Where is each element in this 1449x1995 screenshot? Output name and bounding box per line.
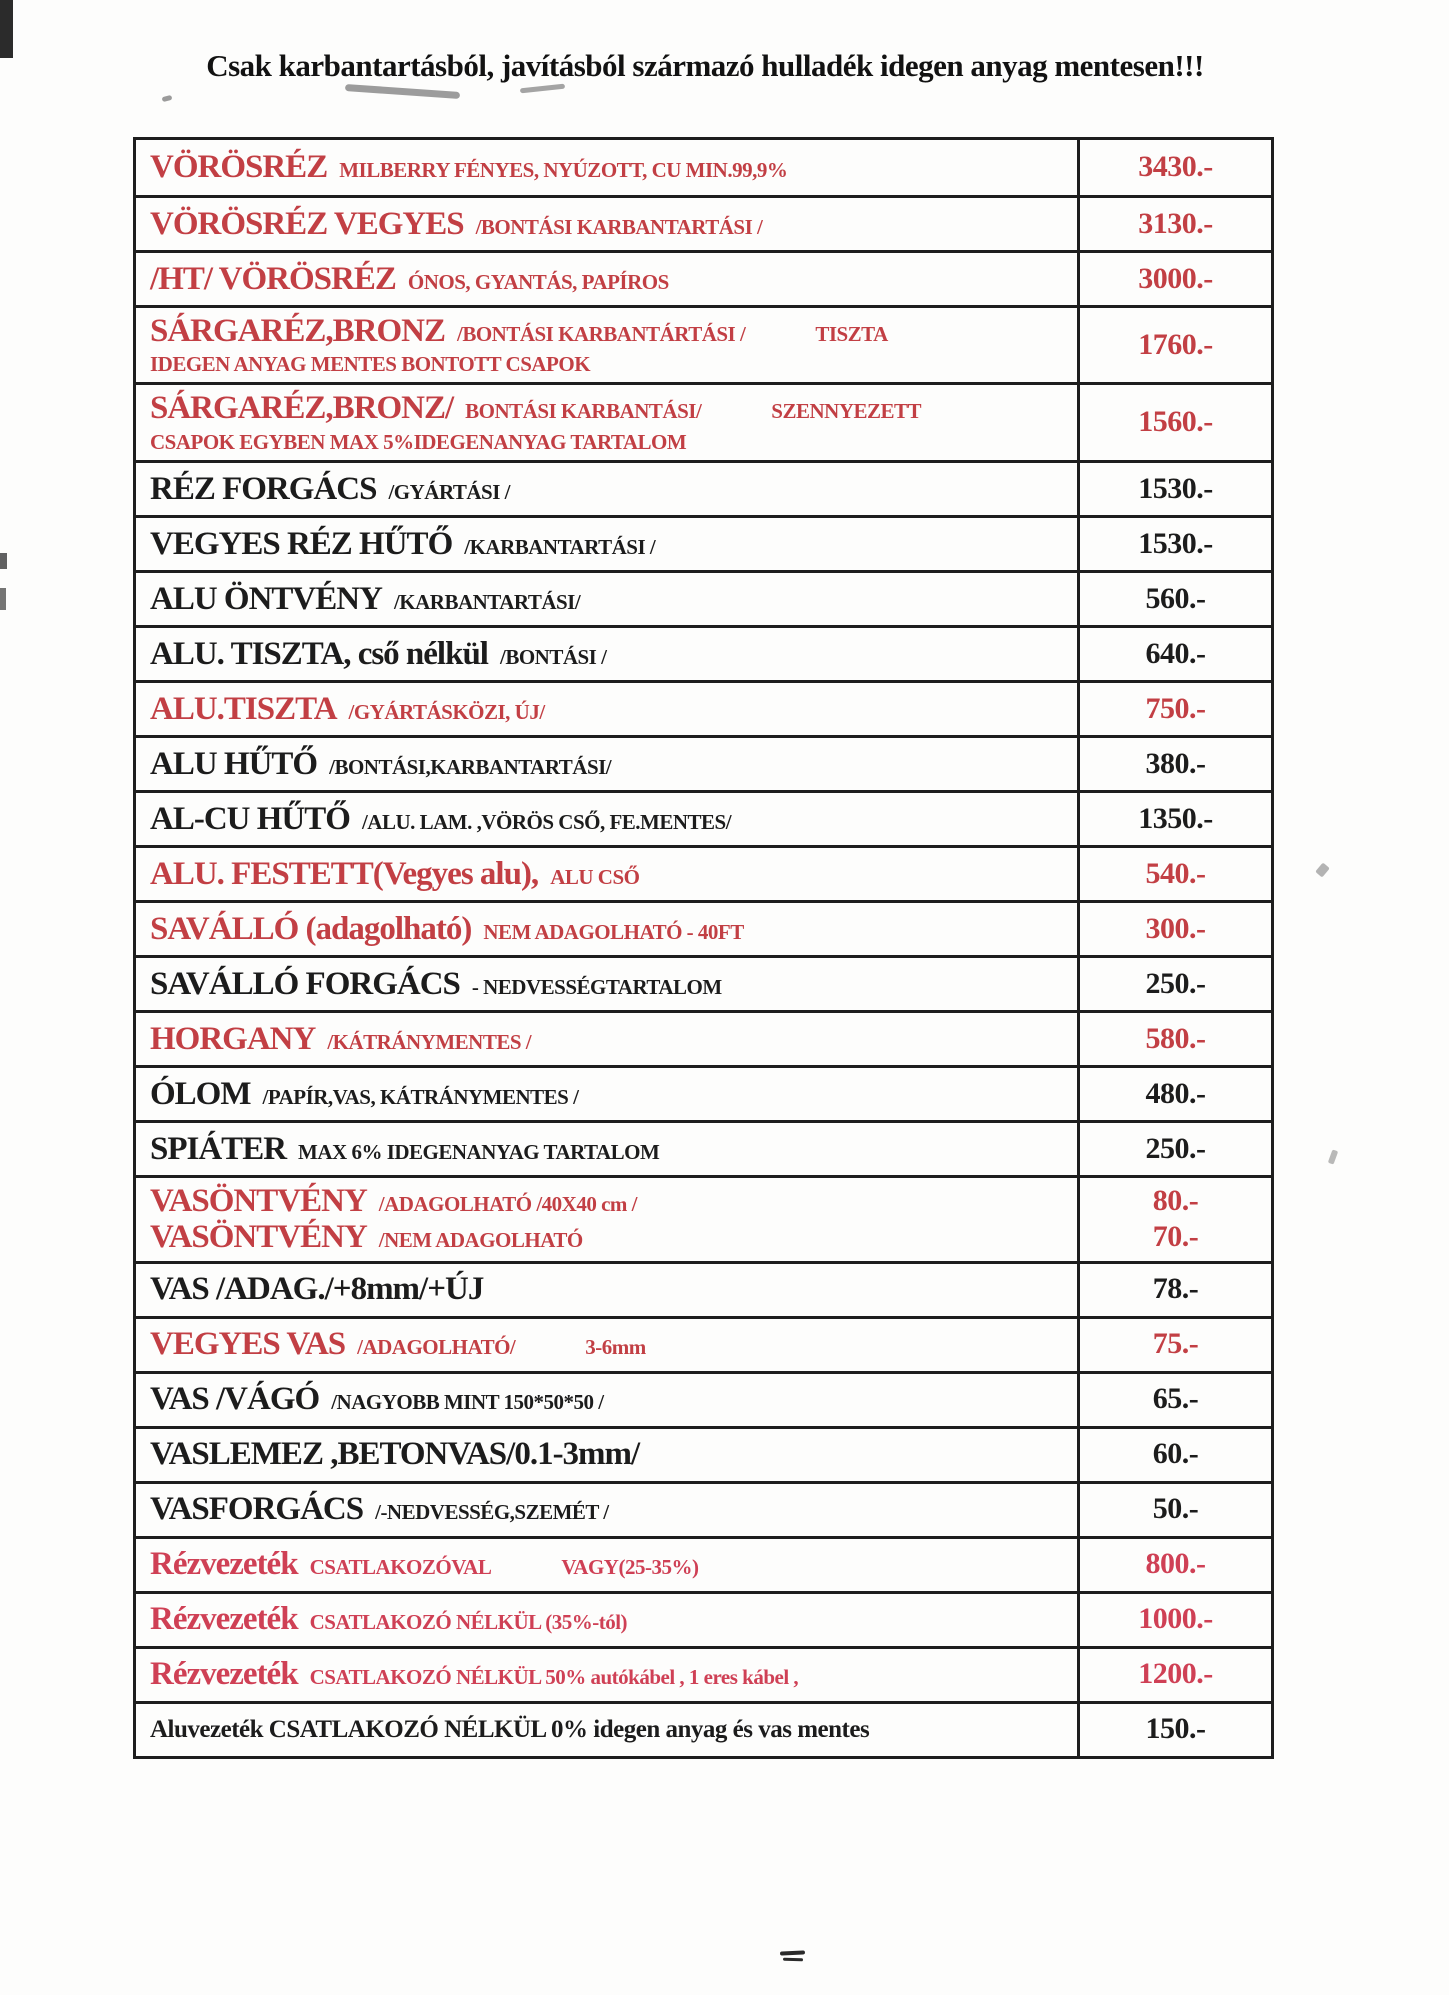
item-name-cell [136,1539,1077,1591]
item-price-cell [1077,1178,1271,1261]
table-row [136,1120,1271,1175]
item-line [150,526,1071,562]
item-line [150,1491,1071,1527]
item-name-cell [136,903,1077,955]
table-row [136,195,1271,250]
item-price: 80.- [1152,1183,1199,1217]
item-main-label: VAS /VÁGÓ [150,1381,320,1418]
item-detail-label: MILBERRY FÉNYES, NYÚZOTT, CU MIN.99,9% [339,158,788,183]
item-line [150,1219,1071,1255]
table-row [136,460,1271,515]
item-price: 480.- [1145,1076,1206,1110]
item-line [150,149,1071,185]
scan-artifact [1315,863,1330,878]
item-main-label: VAS /ADAG./+8mm/+ÚJ [150,1271,484,1308]
item-detail-label: /NAGYOBB MINT 150*50*50 / [331,1390,604,1415]
item-price-cell [1077,738,1271,790]
item-main-label: ALU.TISZTA [150,690,337,727]
scan-artifact [0,588,6,610]
item-name-cell [136,793,1077,845]
item-name-cell [136,1178,1077,1261]
item-tag-label: VAGY(25-35%) [561,1555,699,1580]
item-line [150,1716,1071,1744]
item-detail-label: /KARBANTARTÁSI/ [393,589,581,614]
item-name-cell [136,628,1077,680]
table-row [136,1426,1271,1481]
table-row [136,1646,1271,1701]
item-price: 1560.- [1138,405,1213,439]
item-tag-label: SZENNYEZETT [771,399,922,424]
item-line [150,1601,1071,1637]
item-price-cell [1077,1319,1271,1371]
item-main-label: VÖRÖSRÉZ [150,149,328,186]
item-detail-label: /PAPÍR,VAS, KÁTRÁNYMENTES / [262,1084,579,1109]
item-price: 560.- [1145,581,1206,615]
item-line [150,636,1071,672]
item-line [150,581,1071,617]
table-row [136,1010,1271,1065]
item-line [150,1326,1071,1362]
item-line [150,1436,1071,1472]
item-price-cell [1077,573,1271,625]
table-row [136,790,1271,845]
item-main-label: SAVÁLLÓ (adagolható) [150,910,472,947]
item-name-cell [136,1123,1077,1175]
item-main-label: HORGANY [150,1020,316,1057]
table-row [136,735,1271,790]
item-detail-label: ALU CSŐ [550,864,640,889]
item-main-label: VEGYES VAS [150,1326,346,1363]
item-price: 750.- [1145,691,1206,725]
item-price-cell [1077,1429,1271,1481]
item-name-cell [136,1068,1077,1120]
table-row [136,1261,1271,1316]
item-detail-label: /ADAGOLHATÓ/ [357,1335,516,1360]
item-price: 60.- [1152,1437,1199,1471]
item-detail-label: /-NEDVESSÉG,SZEMÉT / [375,1500,609,1525]
item-tag-label: 3-6mm [585,1335,646,1360]
item-main-label: AL-CU HŰTŐ [150,800,350,837]
item-main-label: Rézvezeték [150,1601,298,1638]
item-main-label: VASÖNTVÉNY [150,1219,367,1256]
item-name-cell [136,738,1077,790]
item-price-cell [1077,1123,1271,1175]
item-price-cell [1077,198,1271,250]
item-price-cell [1077,140,1271,195]
item-price-cell [1077,463,1271,515]
item-line [150,1546,1071,1582]
item-name-cell [136,198,1077,250]
item-price: 3130.- [1138,206,1213,240]
item-main-label: VASFORGÁCS [150,1491,364,1528]
item-line [150,1131,1071,1167]
item-price-cell [1077,903,1271,955]
price-table [133,137,1274,1759]
item-line [150,1076,1071,1112]
table-row [136,1316,1271,1371]
item-detail-label: CSATLAKOZÓ NÉLKÜL (35%-tól) [309,1610,628,1635]
item-main-label: ÓLOM [150,1075,251,1112]
item-detail-label: - NEDVESSÉGTARTALOM [471,974,722,999]
table-row [136,1371,1271,1426]
item-detail-label: BONTÁSI KARBANTÁSI/ [465,399,702,424]
item-price: 75.- [1152,1327,1199,1361]
item-main-label: RÉZ FORGÁCS [150,470,377,507]
item-main-label: ALU HŰTŐ [150,745,318,782]
item-price: 1760.- [1138,327,1213,361]
item-price-cell [1077,1374,1271,1426]
table-row [136,1175,1271,1261]
item-price-cell [1077,518,1271,570]
item-line [150,1021,1071,1057]
item-price: 250.- [1145,966,1206,1000]
item-line [150,390,1071,426]
item-main-label: SÁRGARÉZ,BRONZ [150,313,445,349]
item-price: 65.- [1152,1382,1199,1416]
item-name-cell [136,140,1077,195]
item-detail-label: CSATLAKOZÓ NÉLKÜL 50% autókábel , 1 eres kábel , [309,1665,799,1690]
item-main-label: VÖRÖSRÉZ VEGYES [150,205,464,242]
item-detail-label: /BONTÁSI KARBANTÁRTÁSI / [456,322,746,346]
item-detail-label: /ADAGOLHATÓ /40X40 cm / [378,1191,637,1216]
item-main-label: SPIÁTER [150,1130,287,1167]
item-line [150,1381,1071,1417]
item-main-label: Aluvezeték CSATLAKOZÓ NÉLKÜL 0% idegen anyag és vas mentes [150,1715,870,1743]
item-main-label: SAVÁLLÓ FORGÁCS [150,965,460,1002]
item-main-label: /HT/ VÖRÖSRÉZ [150,260,396,297]
table-row [136,845,1271,900]
item-main-label: VASÖNTVÉNY [150,1182,367,1219]
table-row [136,305,1271,382]
table-row [136,1536,1271,1591]
item-subline-label: IDEGEN ANYAG MENTES BONTOTT CSAPOK [150,352,591,377]
table-row [136,955,1271,1010]
item-main-label: VEGYES RÉZ HŰTŐ [150,525,453,562]
item-line [150,1183,1071,1219]
item-line [150,856,1071,892]
item-detail-label: /GYÁRTÁSKÖZI, ÚJ/ [348,699,545,724]
item-name-cell [136,1649,1077,1701]
item-detail-label: /GYÁRTÁSI / [388,479,510,504]
item-detail-label: /NEM ADAGOLHATÓ [378,1228,583,1253]
item-line [150,691,1071,727]
item-detail-label: /BONTÁSI KARBANTARTÁSI / [475,214,763,239]
item-price-cell [1077,1013,1271,1065]
item-main-label: VASLEMEZ ,BETONVAS/0.1-3mm/ [150,1436,640,1473]
item-price: 1530.- [1138,471,1213,505]
table-row [136,570,1271,625]
item-line [150,206,1071,242]
item-tag-label: TISZTA [815,322,888,346]
scan-artifact [162,95,173,102]
item-price: 250.- [1145,1131,1206,1165]
item-detail-label: /BONTÁSI / [499,644,607,669]
item-line [150,313,1071,349]
item-price-cell [1077,958,1271,1010]
item-name-cell [136,385,1077,459]
scan-artifact [783,1958,803,1962]
item-price-cell [1077,1594,1271,1646]
item-price-cell [1077,793,1271,845]
item-price: 1200.- [1138,1657,1213,1691]
item-detail-label: /KARBANTARTÁSI / [464,534,656,559]
item-main-label: ALU ÖNTVÉNY [150,580,382,617]
item-price-cell [1077,253,1271,305]
item-main-label: Rézvezeték [150,1656,298,1693]
item-price-cell [1077,1068,1271,1120]
item-detail-label: MAX 6% IDEGENANYAG TARTALOM [298,1139,660,1164]
item-name-cell [136,1013,1077,1065]
item-name-cell [136,1704,1077,1756]
item-price-cell [1077,1539,1271,1591]
item-name-cell [136,463,1077,515]
item-price: 3000.- [1138,261,1213,295]
table-row [136,625,1271,680]
table-row [136,900,1271,955]
item-price: 540.- [1145,856,1206,890]
item-main-label: Rézvezeték [150,1546,298,1583]
item-price-cell [1077,1704,1271,1756]
item-line [150,746,1071,782]
item-name-cell [136,1484,1077,1536]
item-name-cell [136,958,1077,1010]
item-name-cell [136,573,1077,625]
item-name-cell [136,1594,1077,1646]
item-detail-label: /ALU. LAM. ,VÖRÖS CSŐ, FE.MENTES/ [361,809,732,834]
item-line [150,1656,1071,1692]
item-price: 150.- [1145,1712,1206,1746]
item-name-cell [136,518,1077,570]
item-name-cell [136,1264,1077,1316]
item-price: 70.- [1152,1220,1199,1254]
item-main-label: SÁRGARÉZ,BRONZ/ [150,390,454,427]
item-price: 580.- [1145,1021,1206,1055]
item-line [150,471,1071,507]
scan-artifact [345,84,460,99]
item-name-cell [136,308,1077,382]
item-price: 78.- [1152,1272,1199,1306]
scan-artifact [780,1950,805,1955]
item-detail-label: /KÁTRÁNYMENTES / [327,1029,532,1054]
item-line [150,261,1071,297]
item-line [150,966,1071,1002]
table-row [136,515,1271,570]
item-name-cell [136,683,1077,735]
item-price-cell [1077,1264,1271,1316]
page-title: Csak karbantartásból, javításból származó hulladék idegen anyag mentesen!!! [206,48,1204,83]
table-row [136,1701,1271,1756]
item-line [150,1271,1071,1307]
item-name-cell [136,1374,1077,1426]
item-detail-label: ÓNOS, GYANTÁS, PAPÍROS [407,269,669,294]
item-price: 640.- [1145,636,1206,670]
item-price: 3430.- [1138,150,1213,184]
item-price: 1530.- [1138,526,1213,560]
item-line [150,801,1071,837]
scan-artifact [0,553,7,569]
item-price-cell [1077,683,1271,735]
scan-artifact [0,0,13,58]
item-name-cell [136,1319,1077,1371]
table-row [136,680,1271,735]
table-row [136,1591,1271,1646]
item-detail-label: CSATLAKOZÓVAL [309,1555,492,1580]
item-line [150,911,1071,947]
item-price-cell [1077,1649,1271,1701]
item-name-cell [136,848,1077,900]
item-name-cell [136,1429,1077,1481]
item-price-cell [1077,848,1271,900]
item-price-cell [1077,385,1271,459]
item-price: 1000.- [1138,1602,1213,1636]
item-detail-label: NEM ADAGOLHATÓ - 40FT [483,919,744,944]
item-price: 800.- [1145,1547,1206,1581]
table-row [136,1065,1271,1120]
item-price: 380.- [1145,746,1206,780]
item-price: 300.- [1145,911,1206,945]
item-subline-label: CSAPOK EGYBEN MAX 5%IDEGENANYAG TARTALOM [150,429,687,454]
table-row [136,1481,1271,1536]
table-row [136,140,1271,195]
scan-artifact [520,84,565,94]
item-main-label: ALU. TISZTA, cső nélkül [150,635,488,672]
item-price-cell [1077,628,1271,680]
item-price: 1350.- [1138,801,1213,835]
table-row [136,250,1271,305]
item-price-cell [1077,1484,1271,1536]
item-main-label: ALU. FESTETT(Vegyes alu), [150,855,539,892]
scan-artifact [1328,1149,1338,1164]
table-row [136,382,1271,459]
item-detail-label: /BONTÁSI,KARBANTARTÁSI/ [329,754,612,779]
item-name-cell [136,253,1077,305]
item-price-cell [1077,308,1271,382]
item-price: 50.- [1152,1492,1199,1526]
